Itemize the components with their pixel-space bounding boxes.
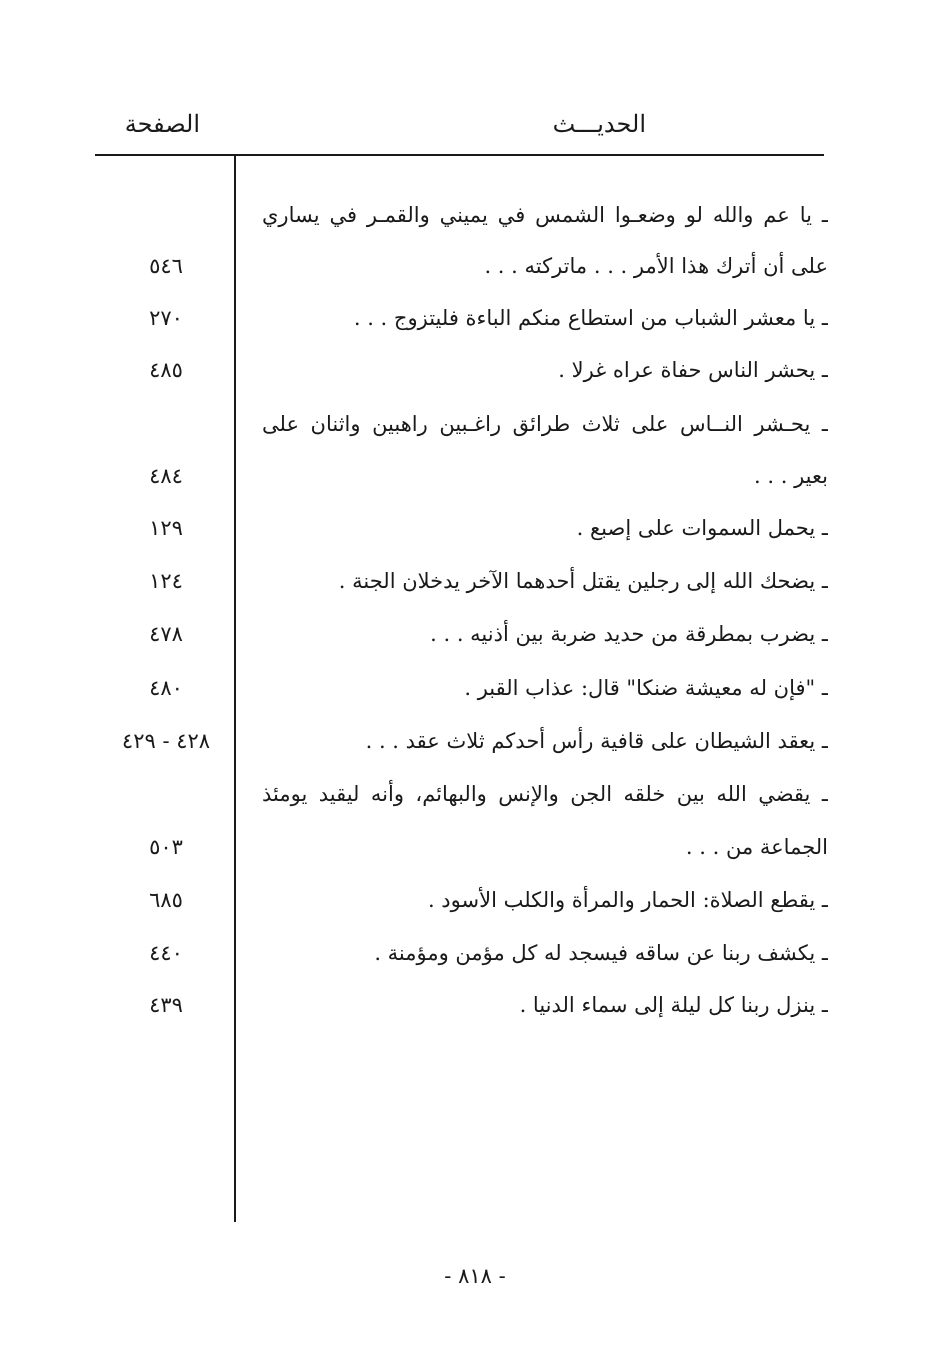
hadith-line: ـ يكشف ربنا عن ساقه فيسجد له كل مؤمن ومؤمنة . — [374, 941, 828, 965]
hadith-line: ـ يعقد الشيطان على قافية رأس أحدكم ثلاث عقد . . . — [365, 729, 828, 753]
hadith-line: ـ ينزل ربنا كل ليلة إلى سماء الدنيا . — [519, 993, 828, 1017]
page-ref: ١٢٤ — [149, 569, 183, 593]
hadith-line: ـ يحمل السموات على إصبع . — [576, 516, 828, 540]
hadith-line: ـ يا معشر الشباب من استطاع منكم الباءة فليتزوج . . . — [353, 306, 828, 330]
page-ref: ١٢٩ — [149, 516, 183, 540]
hadith-line: ـ يضحك الله إلى رجلين يقتل أحدهما الآخر يدخلان الجنة . — [338, 569, 828, 593]
page-ref: ٢٧٠ — [149, 306, 183, 330]
page-ref: ٤٨٤ — [149, 464, 183, 488]
page-ref: ٤٨٠ — [149, 676, 183, 700]
hadith-line: ـ يقضي الله بين خلقه الجن والإنس والبهائم، وأنه ليقيد يومئذ — [262, 782, 828, 806]
hadith-line: ـ يحـشر النــاس على ثلاث طرائق راغـبين راهبين واثنان على — [262, 412, 828, 436]
page-ref: ٤٨٥ — [149, 358, 183, 382]
page-ref: ٥٠٣ — [149, 835, 183, 859]
page-ref: ٥٤٦ — [149, 254, 183, 278]
page-column-header: الصفحة — [124, 110, 200, 138]
page-ref: ٤٢٨ - ٤٢٩ — [121, 729, 211, 753]
page-ref: ٦٨٥ — [149, 888, 183, 912]
hadith-line: ـ يحشر الناس حفاة عراه غرلا . — [558, 358, 828, 382]
hadith-line: ـ يا عم والله لو وضعـوا الشمس في يميني والقمـر في يساري — [262, 203, 828, 227]
page-number: - ٨١٨ - — [444, 1264, 506, 1288]
hadith-line: ـ "فإن له معيشة ضنكا" قال: عذاب القبر . — [464, 676, 828, 700]
hadith-line: الجماعة من . . . — [685, 835, 828, 859]
hadith-column-header: الحديـــث — [552, 110, 646, 138]
hadith-line: على أن أترك هذا الأمر . . . ماتركته . . . — [484, 254, 828, 278]
page-ref: ٤٤٠ — [149, 941, 183, 965]
header-rule — [95, 154, 824, 156]
page-ref: ٤٣٩ — [149, 993, 183, 1017]
hadith-line: ـ يضرب بمطرقة من حديد ضربة بين أذنيه . . . — [430, 622, 828, 646]
page-ref: ٤٧٨ — [149, 622, 183, 646]
hadith-line: ـ يقطع الصلاة: الحمار والمرأة والكلب الأسود . — [427, 888, 828, 912]
hadith-line: بعير . . . — [754, 464, 828, 488]
